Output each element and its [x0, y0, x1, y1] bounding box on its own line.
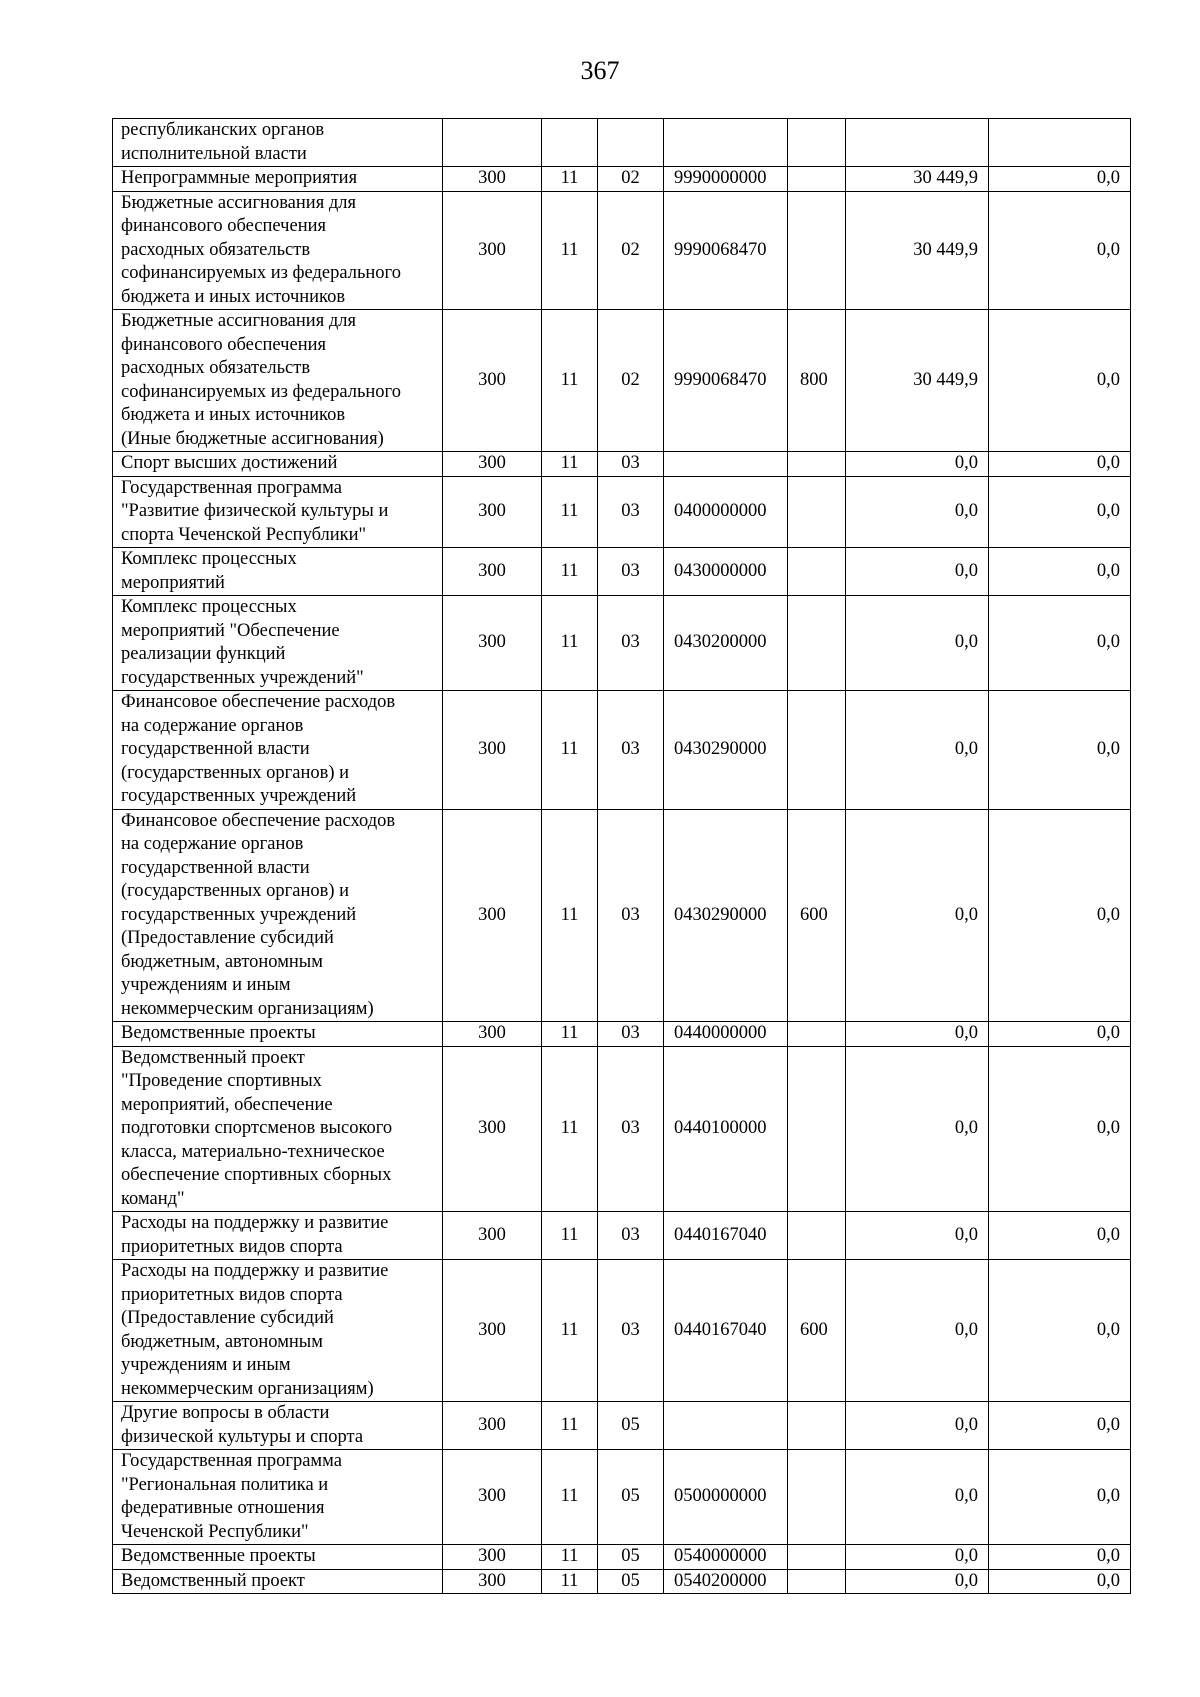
table-row: [113, 1402, 1131, 1450]
subsection-code-cell: 03: [598, 809, 664, 1022]
admin-code-cell: 300: [443, 1545, 542, 1570]
amount-cell: 0,0: [846, 1402, 989, 1450]
section-code-cell: 11: [542, 548, 598, 596]
table-row: [113, 1046, 1131, 1212]
admin-code-cell: 300: [443, 167, 542, 192]
table-row: [113, 1022, 1131, 1047]
admin-code-cell: 300: [443, 1046, 542, 1212]
section-code-cell: 11: [542, 1402, 598, 1450]
subsection-code-cell: 05: [598, 1569, 664, 1594]
section-code-cell: 11: [542, 1569, 598, 1594]
amount-cell: 0,0: [989, 1046, 1131, 1212]
target-article-cell: 9990000000: [664, 167, 788, 192]
admin-code-cell: 300: [443, 310, 542, 452]
budget-table-body: [113, 119, 1131, 1594]
target-article-cell: 0430000000: [664, 548, 788, 596]
item-name-cell: Ведомственный проект "Проведение спортивных мероприятий, обеспечение подготовки спортсменов высокого класса, материально-техническое обеспечение спортивных сборных команд": [113, 1046, 443, 1212]
section-code-cell: 11: [542, 167, 598, 192]
table-row: [113, 596, 1131, 691]
expense-type-cell: 800: [788, 310, 846, 452]
subsection-code-cell: [598, 119, 664, 167]
subsection-code-cell: 03: [598, 1212, 664, 1260]
item-name-cell: Расходы на поддержку и развитие приоритетных видов спорта (Предоставление субсидий бюджетным, автономным учреждениям и иным некоммерческим организациям): [113, 1260, 443, 1402]
subsection-code-cell: 03: [598, 548, 664, 596]
amount-cell: 0,0: [846, 476, 989, 548]
admin-code-cell: 300: [443, 1212, 542, 1260]
admin-code-cell: 300: [443, 1022, 542, 1047]
section-code-cell: 11: [542, 809, 598, 1022]
amount-cell: 0,0: [989, 1569, 1131, 1594]
table-row: [113, 809, 1131, 1022]
section-code-cell: 11: [542, 1022, 598, 1047]
expense-type-cell: [788, 167, 846, 192]
table-row: [113, 191, 1131, 310]
amount-cell: 0,0: [846, 1450, 989, 1545]
expense-type-cell: [788, 1212, 846, 1260]
amount-cell: [846, 119, 989, 167]
amount-cell: 0,0: [846, 1212, 989, 1260]
admin-code-cell: [443, 119, 542, 167]
subsection-code-cell: 03: [598, 596, 664, 691]
admin-code-cell: 300: [443, 476, 542, 548]
budget-table: [112, 118, 1131, 1594]
expense-type-cell: [788, 1402, 846, 1450]
item-name-cell: Расходы на поддержку и развитие приоритетных видов спорта: [113, 1212, 443, 1260]
target-article-cell: [664, 1402, 788, 1450]
target-article-cell: 9990068470: [664, 191, 788, 310]
item-name-cell: Ведомственные проекты: [113, 1545, 443, 1570]
subsection-code-cell: 05: [598, 1402, 664, 1450]
section-code-cell: 11: [542, 1046, 598, 1212]
amount-cell: 30 449,9: [846, 310, 989, 452]
subsection-code-cell: 05: [598, 1545, 664, 1570]
expense-type-cell: 600: [788, 1260, 846, 1402]
table-row: [113, 1545, 1131, 1570]
amount-cell: 0,0: [989, 476, 1131, 548]
subsection-code-cell: 03: [598, 1046, 664, 1212]
admin-code-cell: 300: [443, 191, 542, 310]
amount-cell: 0,0: [846, 809, 989, 1022]
target-article-cell: [664, 119, 788, 167]
amount-cell: 0,0: [846, 548, 989, 596]
item-name-cell: Государственная программа "Развитие физической культуры и спорта Чеченской Республики": [113, 476, 443, 548]
amount-cell: 0,0: [846, 1569, 989, 1594]
amount-cell: 0,0: [989, 596, 1131, 691]
table-row: [113, 548, 1131, 596]
table-row: [113, 691, 1131, 810]
amount-cell: 0,0: [989, 1545, 1131, 1570]
target-article-cell: 0430290000: [664, 809, 788, 1022]
target-article-cell: 0540000000: [664, 1545, 788, 1570]
subsection-code-cell: 05: [598, 1450, 664, 1545]
amount-cell: 0,0: [989, 548, 1131, 596]
amount-cell: 0,0: [846, 1046, 989, 1212]
amount-cell: 30 449,9: [846, 167, 989, 192]
target-article-cell: 0430290000: [664, 691, 788, 810]
admin-code-cell: 300: [443, 1402, 542, 1450]
section-code-cell: 11: [542, 596, 598, 691]
expense-type-cell: [788, 1046, 846, 1212]
expense-type-cell: 600: [788, 809, 846, 1022]
subsection-code-cell: 02: [598, 191, 664, 310]
amount-cell: [989, 119, 1131, 167]
target-article-cell: 0440100000: [664, 1046, 788, 1212]
amount-cell: 0,0: [846, 1022, 989, 1047]
target-article-cell: 9990068470: [664, 310, 788, 452]
subsection-code-cell: 03: [598, 1022, 664, 1047]
amount-cell: 0,0: [989, 1260, 1131, 1402]
item-name-cell: Ведомственный проект: [113, 1569, 443, 1594]
amount-cell: 0,0: [989, 167, 1131, 192]
admin-code-cell: 300: [443, 1569, 542, 1594]
item-name-cell: Непрограммные мероприятия: [113, 167, 443, 192]
target-article-cell: 0400000000: [664, 476, 788, 548]
item-name-cell: Бюджетные ассигнования для финансового обеспечения расходных обязательств софинансируемых из федерального бюджета и иных источников: [113, 191, 443, 310]
amount-cell: 0,0: [846, 596, 989, 691]
admin-code-cell: 300: [443, 548, 542, 596]
item-name-cell: Другие вопросы в области физической культуры и спорта: [113, 1402, 443, 1450]
item-name-cell: Государственная программа "Региональная политика и федеративные отношения Чеченской Республики": [113, 1450, 443, 1545]
amount-cell: 0,0: [846, 1545, 989, 1570]
subsection-code-cell: 03: [598, 452, 664, 477]
table-row: [113, 476, 1131, 548]
section-code-cell: 11: [542, 310, 598, 452]
section-code-cell: 11: [542, 1212, 598, 1260]
expense-type-cell: [788, 119, 846, 167]
page-number: 367: [580, 56, 620, 85]
expense-type-cell: [788, 452, 846, 477]
target-article-cell: 0430200000: [664, 596, 788, 691]
table-row: [113, 1450, 1131, 1545]
item-name-cell: Спорт высших достижений: [113, 452, 443, 477]
table-row: [113, 167, 1131, 192]
subsection-code-cell: 03: [598, 691, 664, 810]
expense-type-cell: [788, 1450, 846, 1545]
section-code-cell: 11: [542, 1450, 598, 1545]
item-name-cell: Финансовое обеспечение расходов на содержание органов государственной власти (государственных органов) и государственных учреждений (Предоставление субсидий бюджетным, автономным учреждениям и иным некоммерческим организациям): [113, 809, 443, 1022]
section-code-cell: 11: [542, 691, 598, 810]
section-code-cell: 11: [542, 476, 598, 548]
admin-code-cell: 300: [443, 1450, 542, 1545]
expense-type-cell: [788, 191, 846, 310]
table-row: [113, 119, 1131, 167]
target-article-cell: 0440167040: [664, 1212, 788, 1260]
admin-code-cell: 300: [443, 1260, 542, 1402]
target-article-cell: 0440000000: [664, 1022, 788, 1047]
target-article-cell: 0500000000: [664, 1450, 788, 1545]
admin-code-cell: 300: [443, 691, 542, 810]
admin-code-cell: 300: [443, 809, 542, 1022]
target-article-cell: 0540200000: [664, 1569, 788, 1594]
section-code-cell: 11: [542, 452, 598, 477]
table-row: [113, 1212, 1131, 1260]
section-code-cell: 11: [542, 1260, 598, 1402]
expense-type-cell: [788, 1545, 846, 1570]
amount-cell: 0,0: [846, 691, 989, 810]
expense-type-cell: [788, 691, 846, 810]
expense-type-cell: [788, 476, 846, 548]
subsection-code-cell: 02: [598, 310, 664, 452]
amount-cell: 0,0: [989, 809, 1131, 1022]
expense-type-cell: [788, 596, 846, 691]
section-code-cell: 11: [542, 191, 598, 310]
item-name-cell: Финансовое обеспечение расходов на содержание органов государственной власти (государственных органов) и государственных учреждений: [113, 691, 443, 810]
amount-cell: 0,0: [989, 691, 1131, 810]
amount-cell: 0,0: [989, 452, 1131, 477]
amount-cell: 0,0: [846, 452, 989, 477]
amount-cell: 0,0: [989, 310, 1131, 452]
subsection-code-cell: 03: [598, 476, 664, 548]
admin-code-cell: 300: [443, 452, 542, 477]
amount-cell: 0,0: [989, 1212, 1131, 1260]
expense-type-cell: [788, 1022, 846, 1047]
subsection-code-cell: 02: [598, 167, 664, 192]
amount-cell: 0,0: [989, 1022, 1131, 1047]
table-row: [113, 1260, 1131, 1402]
amount-cell: 0,0: [989, 1450, 1131, 1545]
table-row: [113, 1569, 1131, 1594]
section-code-cell: 11: [542, 1545, 598, 1570]
target-article-cell: [664, 452, 788, 477]
amount-cell: 30 449,9: [846, 191, 989, 310]
item-name-cell: республиканских органов исполнительной власти: [113, 119, 443, 167]
expense-type-cell: [788, 548, 846, 596]
admin-code-cell: 300: [443, 596, 542, 691]
amount-cell: 0,0: [989, 1402, 1131, 1450]
table-row: [113, 310, 1131, 452]
amount-cell: 0,0: [846, 1260, 989, 1402]
item-name-cell: Комплекс процессных мероприятий "Обеспечение реализации функций государственных учреждений": [113, 596, 443, 691]
item-name-cell: Ведомственные проекты: [113, 1022, 443, 1047]
table-row: [113, 452, 1131, 477]
expense-type-cell: [788, 1569, 846, 1594]
section-code-cell: [542, 119, 598, 167]
amount-cell: 0,0: [989, 191, 1131, 310]
target-article-cell: 0440167040: [664, 1260, 788, 1402]
item-name-cell: Бюджетные ассигнования для финансового обеспечения расходных обязательств софинансируемых из федерального бюджета и иных источников (Иные бюджетные ассигнования): [113, 310, 443, 452]
item-name-cell: Комплекс процессных мероприятий: [113, 548, 443, 596]
subsection-code-cell: 03: [598, 1260, 664, 1402]
